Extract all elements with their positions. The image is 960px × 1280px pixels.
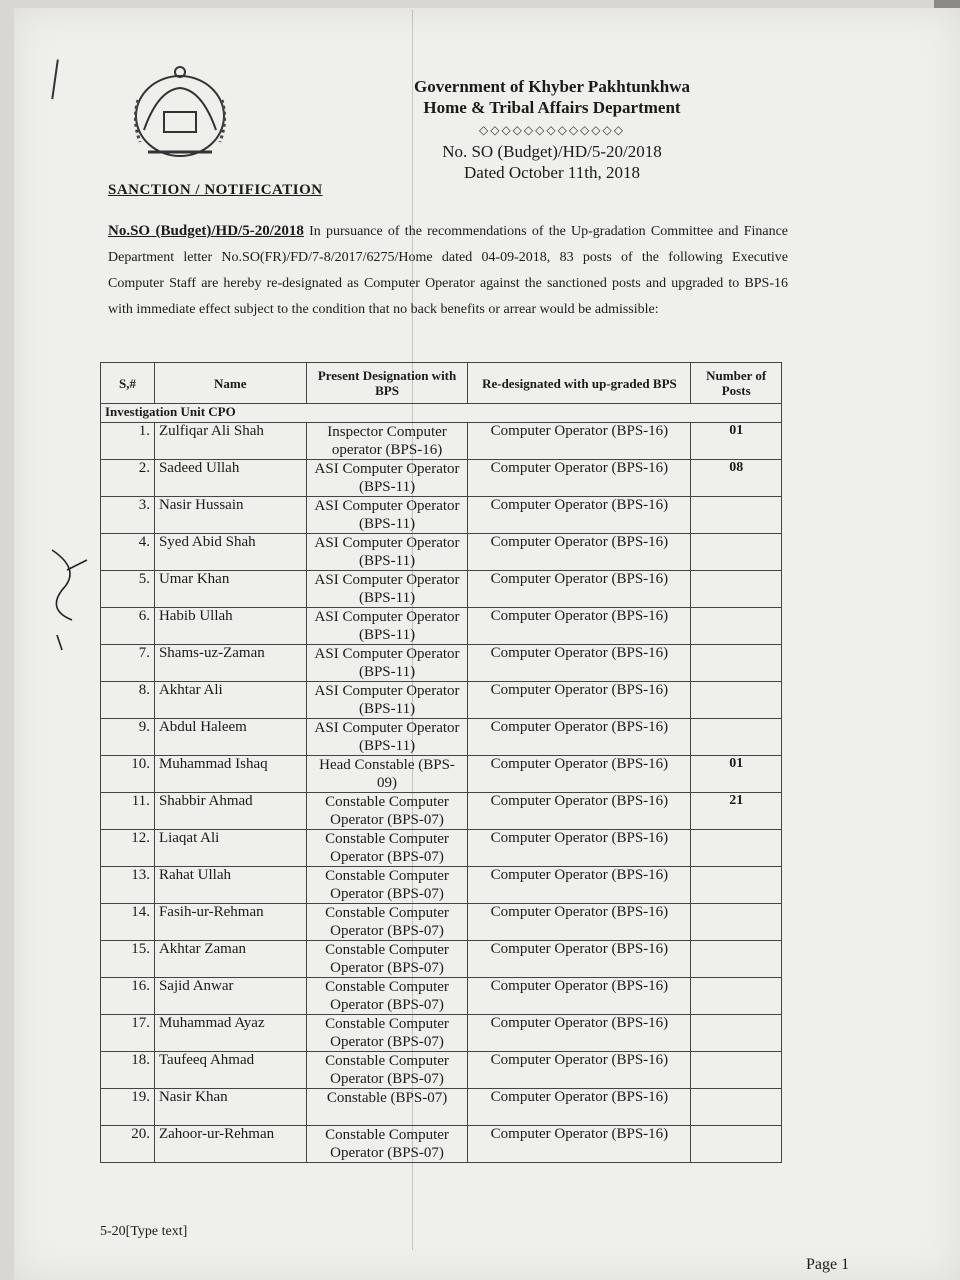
- table-row: [101, 1015, 782, 1052]
- row-redesignated: Computer Operator (BPS-16): [468, 1052, 691, 1089]
- row-posts: [691, 645, 782, 682]
- row-redesignated: Computer Operator (BPS-16): [468, 645, 691, 682]
- row-redesignated: Computer Operator (BPS-16): [468, 460, 691, 497]
- row-sn: 7.: [101, 645, 155, 682]
- col-header-name: Name: [154, 363, 306, 404]
- row-sn: 10.: [101, 756, 155, 793]
- row-present-designation: Constable Computer Operator (BPS-07): [306, 830, 468, 867]
- row-name: Nasir Khan: [154, 1089, 306, 1126]
- row-posts: [691, 571, 782, 608]
- page-number: Page 1: [806, 1256, 850, 1273]
- row-sn: 6.: [101, 608, 155, 645]
- row-posts: 01: [691, 756, 782, 793]
- table-row: [101, 756, 782, 793]
- table-row: [101, 1126, 782, 1163]
- row-present-designation: ASI Computer Operator (BPS-11): [306, 534, 468, 571]
- row-present-designation: Constable Computer Operator (BPS-07): [306, 904, 468, 941]
- col-header-present: Present Designation with BPS: [306, 363, 468, 404]
- row-redesignated: Computer Operator (BPS-16): [468, 830, 691, 867]
- row-sn: 18.: [101, 1052, 155, 1089]
- row-present-designation: ASI Computer Operator (BPS-11): [306, 460, 468, 497]
- row-name: Abdul Haleem: [154, 719, 306, 756]
- row-sn: 9.: [101, 719, 155, 756]
- table-row: [101, 904, 782, 941]
- row-posts: 01: [691, 423, 782, 460]
- department-name: Home & Tribal Affairs Department: [423, 98, 681, 117]
- row-redesignated: Computer Operator (BPS-16): [468, 978, 691, 1015]
- row-redesignated: Computer Operator (BPS-16): [468, 571, 691, 608]
- row-redesignated: Computer Operator (BPS-16): [468, 534, 691, 571]
- row-present-designation: ASI Computer Operator (BPS-11): [306, 497, 468, 534]
- table-row: [101, 608, 782, 645]
- row-name: Akhtar Zaman: [154, 941, 306, 978]
- row-present-designation: Constable Computer Operator (BPS-07): [306, 941, 468, 978]
- col-header-sn: S,#: [101, 363, 155, 404]
- table-row: [101, 978, 782, 1015]
- table-row: [101, 793, 782, 830]
- row-sn: 12.: [101, 830, 155, 867]
- row-posts: [691, 682, 782, 719]
- row-posts: [691, 1052, 782, 1089]
- row-present-designation: ASI Computer Operator (BPS-11): [306, 645, 468, 682]
- footer-text: 5-20[Type text]: [100, 1224, 188, 1239]
- col-header-posts: Number of Posts: [691, 363, 782, 404]
- row-name: Nasir Hussain: [154, 497, 306, 534]
- row-present-designation: Head Constable (BPS-09): [306, 756, 468, 793]
- letterhead: [392, 76, 712, 183]
- row-redesignated: Computer Operator (BPS-16): [468, 1015, 691, 1052]
- col-header-redesignated: Re-designated with up-graded BPS: [468, 363, 691, 404]
- row-present-designation: Constable Computer Operator (BPS-07): [306, 1052, 468, 1089]
- row-sn: 3.: [101, 497, 155, 534]
- row-present-designation: ASI Computer Operator (BPS-11): [306, 571, 468, 608]
- table-row: [101, 645, 782, 682]
- reference-number: No. SO (Budget)/HD/5-20/2018: [442, 142, 662, 161]
- table-row: [101, 1089, 782, 1126]
- row-redesignated: Computer Operator (BPS-16): [468, 904, 691, 941]
- table-row: [101, 423, 782, 460]
- row-present-designation: ASI Computer Operator (BPS-11): [306, 608, 468, 645]
- row-redesignated: Computer Operator (BPS-16): [468, 867, 691, 904]
- row-name: Muhammad Ishaq: [154, 756, 306, 793]
- staff-table: [100, 362, 782, 1163]
- row-present-designation: Inspector Computer operator (BPS-16): [306, 423, 468, 460]
- row-present-designation: Constable Computer Operator (BPS-07): [306, 978, 468, 1015]
- row-name: Shabbir Ahmad: [154, 793, 306, 830]
- table-row: [101, 682, 782, 719]
- section-heading: Investigation Unit CPO: [101, 404, 782, 423]
- row-present-designation: Constable Computer Operator (BPS-07): [306, 793, 468, 830]
- row-name: Fasih-ur-Rehman: [154, 904, 306, 941]
- body-paragraph: [108, 218, 788, 323]
- row-posts: [691, 608, 782, 645]
- row-redesignated: Computer Operator (BPS-16): [468, 423, 691, 460]
- row-redesignated: Computer Operator (BPS-16): [468, 793, 691, 830]
- row-posts: [691, 1089, 782, 1126]
- row-name: Umar Khan: [154, 571, 306, 608]
- decorative-divider: ◇◇◇◇◇◇◇◇◇◇◇◇◇: [479, 123, 625, 137]
- row-present-designation: ASI Computer Operator (BPS-11): [306, 719, 468, 756]
- row-present-designation: Constable Computer Operator (BPS-07): [306, 867, 468, 904]
- row-posts: [691, 1015, 782, 1052]
- row-name: Sajid Anwar: [154, 978, 306, 1015]
- row-present-designation: Constable (BPS-07): [306, 1089, 468, 1126]
- row-posts: [691, 719, 782, 756]
- row-posts: [691, 830, 782, 867]
- sanction-title: SANCTION / NOTIFICATION: [108, 182, 323, 198]
- row-name: Sadeed Ullah: [154, 460, 306, 497]
- row-redesignated: Computer Operator (BPS-16): [468, 682, 691, 719]
- row-posts: 08: [691, 460, 782, 497]
- row-redesignated: Computer Operator (BPS-16): [468, 608, 691, 645]
- row-sn: 19.: [101, 1089, 155, 1126]
- table-row: [101, 867, 782, 904]
- row-redesignated: Computer Operator (BPS-16): [468, 1126, 691, 1163]
- row-redesignated: Computer Operator (BPS-16): [468, 497, 691, 534]
- table-row: [101, 497, 782, 534]
- row-redesignated: Computer Operator (BPS-16): [468, 719, 691, 756]
- table-row: [101, 1052, 782, 1089]
- row-name: Muhammad Ayaz: [154, 1015, 306, 1052]
- row-sn: 1.: [101, 423, 155, 460]
- table-row: [101, 571, 782, 608]
- row-sn: 13.: [101, 867, 155, 904]
- table-row: [101, 830, 782, 867]
- row-redesignated: Computer Operator (BPS-16): [468, 1089, 691, 1126]
- body-reference: No.SO (Budget)/HD/5-20/2018: [108, 223, 304, 239]
- body-text: In pursuance of the recommendations of the Up-gradation Committee and Finance Department letter No.SO(FR)/FD/7-8/2017/6275/Home dated 04-09-2018, 83 posts of the following Executive Computer Staff are hereby re-designated as Computer Operator against the sanctioned posts and upgraded to BPS-16 with immediate effect subject to the condition that no back benefits or arrear would be admissible:: [108, 224, 789, 317]
- row-posts: [691, 534, 782, 571]
- row-name: Shams-uz-Zaman: [154, 645, 306, 682]
- government-emblem-icon: [118, 60, 242, 170]
- row-redesignated: Computer Operator (BPS-16): [468, 941, 691, 978]
- row-name: Rahat Ullah: [154, 867, 306, 904]
- row-sn: 17.: [101, 1015, 155, 1052]
- row-posts: [691, 941, 782, 978]
- row-posts: [691, 978, 782, 1015]
- row-sn: 4.: [101, 534, 155, 571]
- table-row: [101, 534, 782, 571]
- row-posts: [691, 1126, 782, 1163]
- row-posts: 21: [691, 793, 782, 830]
- row-posts: [691, 904, 782, 941]
- row-redesignated: Computer Operator (BPS-16): [468, 756, 691, 793]
- row-name: Liaqat Ali: [154, 830, 306, 867]
- row-posts: [691, 497, 782, 534]
- table-row: [101, 460, 782, 497]
- row-sn: 16.: [101, 978, 155, 1015]
- row-sn: 15.: [101, 941, 155, 978]
- row-name: Habib Ullah: [154, 608, 306, 645]
- issue-date: Dated October 11th, 2018: [464, 163, 640, 182]
- row-sn: 2.: [101, 460, 155, 497]
- row-present-designation: Constable Computer Operator (BPS-07): [306, 1015, 468, 1052]
- row-name: Syed Abid Shah: [154, 534, 306, 571]
- table-row: [101, 941, 782, 978]
- row-sn: 5.: [101, 571, 155, 608]
- table-row: [101, 719, 782, 756]
- row-name: Taufeeq Ahmad: [154, 1052, 306, 1089]
- row-present-designation: Constable Computer Operator (BPS-07): [306, 1126, 468, 1163]
- row-posts: [691, 867, 782, 904]
- row-sn: 20.: [101, 1126, 155, 1163]
- row-sn: 11.: [101, 793, 155, 830]
- row-present-designation: ASI Computer Operator (BPS-11): [306, 682, 468, 719]
- handwritten-signature: [42, 540, 112, 660]
- row-sn: 14.: [101, 904, 155, 941]
- row-name: Zulfiqar Ali Shah: [154, 423, 306, 460]
- row-name: Akhtar Ali: [154, 682, 306, 719]
- govt-name: Government of Khyber Pakhtunkhwa: [414, 77, 690, 96]
- row-sn: 8.: [101, 682, 155, 719]
- row-name: Zahoor-ur-Rehman: [154, 1126, 306, 1163]
